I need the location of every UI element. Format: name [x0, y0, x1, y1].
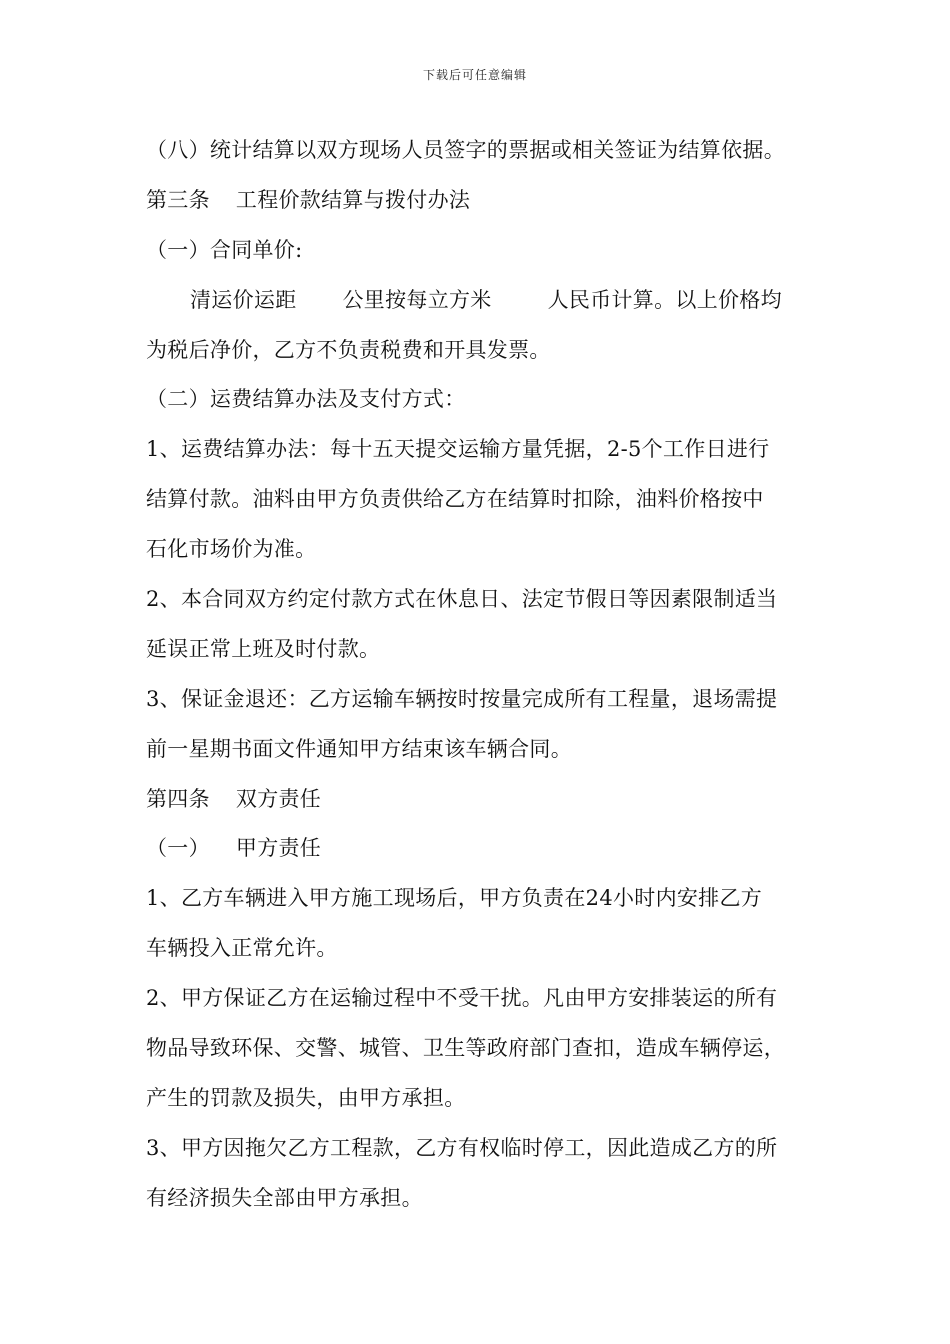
section-heading: （二）运费结算办法及支付方式：	[146, 387, 466, 412]
section-heading: （一）合同单价:	[146, 237, 303, 262]
article-heading	[146, 781, 826, 831]
paragraph-line: 石化市场价为准。	[146, 537, 317, 562]
paragraph-line: （八）统计结算以双方现场人员签字的票据或相关签证为结算依据。	[146, 138, 785, 162]
paragraph-line: 延误正常上班及时付款。	[146, 636, 381, 661]
article-number: 第四条	[146, 786, 210, 811]
paragraph-line: 产生的罚款及损失，由甲方承担。	[146, 1085, 466, 1110]
paragraph-line	[146, 282, 826, 332]
paragraph-line: 前一星期书面文件通知甲方结束该车辆合同。	[146, 736, 572, 761]
paragraph-line: 2、甲方保证乙方在运输过程中不受干扰。凡由甲方安排装运的所有	[146, 986, 778, 1011]
paragraph-line: 1、乙方车辆进入甲方施工现场后，甲方负责在24小时内安排乙方	[146, 886, 763, 911]
paragraph-line: 2、本合同双方约定付款方式在休息日、法定节假日等因素限制适当	[146, 587, 778, 612]
paragraph-line: 结算付款。油料由甲方负责供给乙方在结算时扣除，油料价格按中	[146, 487, 764, 512]
paragraph-line: 3、甲方因拖欠乙方工程款，乙方有权临时停工，因此造成乙方的所	[146, 1135, 778, 1160]
article-title: 工程价款结算与拨付办法	[235, 187, 471, 212]
price-text-part: 人民币计算。以上价格均	[547, 287, 782, 312]
price-text-part: 清运价运距	[190, 287, 297, 312]
article-title: 双方责任	[235, 786, 322, 811]
price-text-part: 公里按每立方米	[342, 287, 492, 312]
section-title: 甲方责任	[235, 836, 322, 861]
article-number: 第三条	[146, 187, 210, 212]
section-heading	[146, 830, 826, 880]
paragraph-line: 3、保证金退还：乙方运输车辆按时按量完成所有工程量，退场需提	[146, 686, 778, 711]
paragraph-line: 1、运费结算办法：每十五天提交运输方量凭据，2-5个工作日进行	[146, 437, 770, 462]
paragraph-line: 车辆投入正常允许。	[146, 936, 338, 961]
page-header: 下载后可任意编辑	[422, 68, 527, 82]
article-heading	[146, 182, 826, 232]
document-body	[146, 132, 826, 1230]
paragraph-line: 为税后净价，乙方不负责税费和开具发票。	[146, 337, 551, 362]
paragraph-line: 物品导致环保、交警、城管、卫生等政府部门查扣，造成车辆停运，	[146, 1036, 785, 1061]
paragraph-line: 有经济损失全部由甲方承担。	[146, 1185, 423, 1210]
section-number: （一）	[146, 836, 210, 861]
